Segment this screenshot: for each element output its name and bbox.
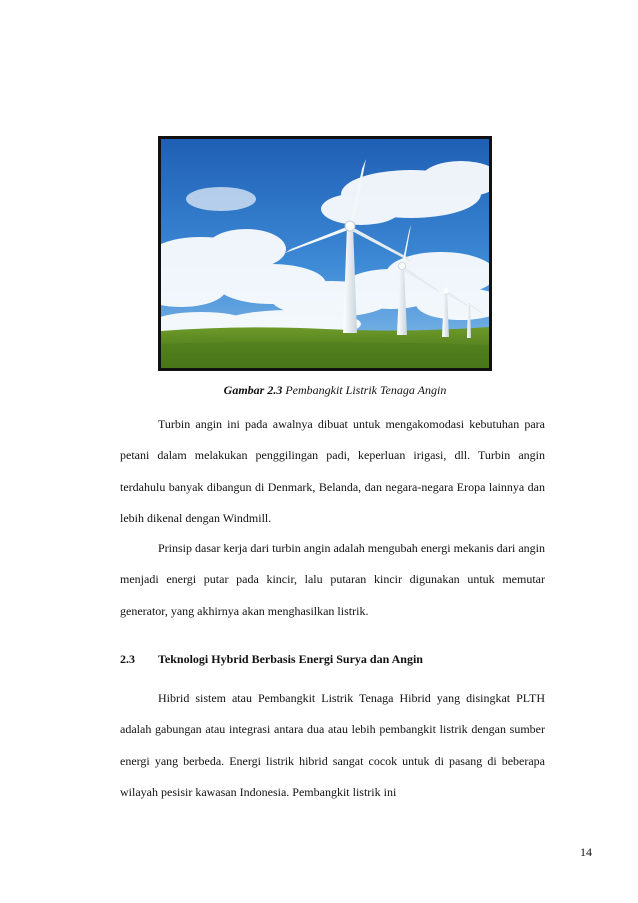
- section-title: Teknologi Hybrid Berbasis Energi Surya dan Angin: [158, 652, 423, 666]
- paragraph-turbin-principle: Prinsip dasar kerja dari turbin angin adalah mengubah energi mekanis dari angin menjadi energi putar pada kincir, lalu putaran kincir digunakan untuk memutar generator, yang akhirnya akan menghasilkan listrik.: [120, 541, 545, 618]
- page-number: 14: [580, 845, 592, 859]
- figure-caption: [120, 382, 550, 398]
- figure-number: Gambar 2.3: [223, 383, 283, 397]
- figure-title: Pembangkit Listrik Tenaga Angin: [285, 383, 447, 397]
- paragraph-turbin-history: Turbin angin ini pada awalnya dibuat untuk mengakomodasi kebutuhan para petani dalam melakukan penggilingan padi, keperluan irigasi, dll. Turbin angin terdahulu banyak dibangun di Denmark, Belanda, dan negara-negara Eropa lainnya dan lebih dikenal dengan Windmill.: [120, 417, 545, 526]
- section-number: 2.3: [120, 652, 135, 666]
- paragraph-hybrid-system: Hibrid sistem atau Pembangkit Listrik Tenaga Hibrid yang disingkat PLTH adalah gabungan atau integrasi antara dua atau lebih pembangkit listrik dengan sumber energi yang berbeda. Energi listrik hibrid sangat cocok untuk di pasang di beberapa wilayah pesisir kawasan Indonesia. Pembangkit listrik ini: [120, 691, 545, 800]
- wind-turbine-illustration: [161, 139, 489, 368]
- wind-turbine-photo: [158, 136, 492, 371]
- section-heading: [120, 651, 545, 667]
